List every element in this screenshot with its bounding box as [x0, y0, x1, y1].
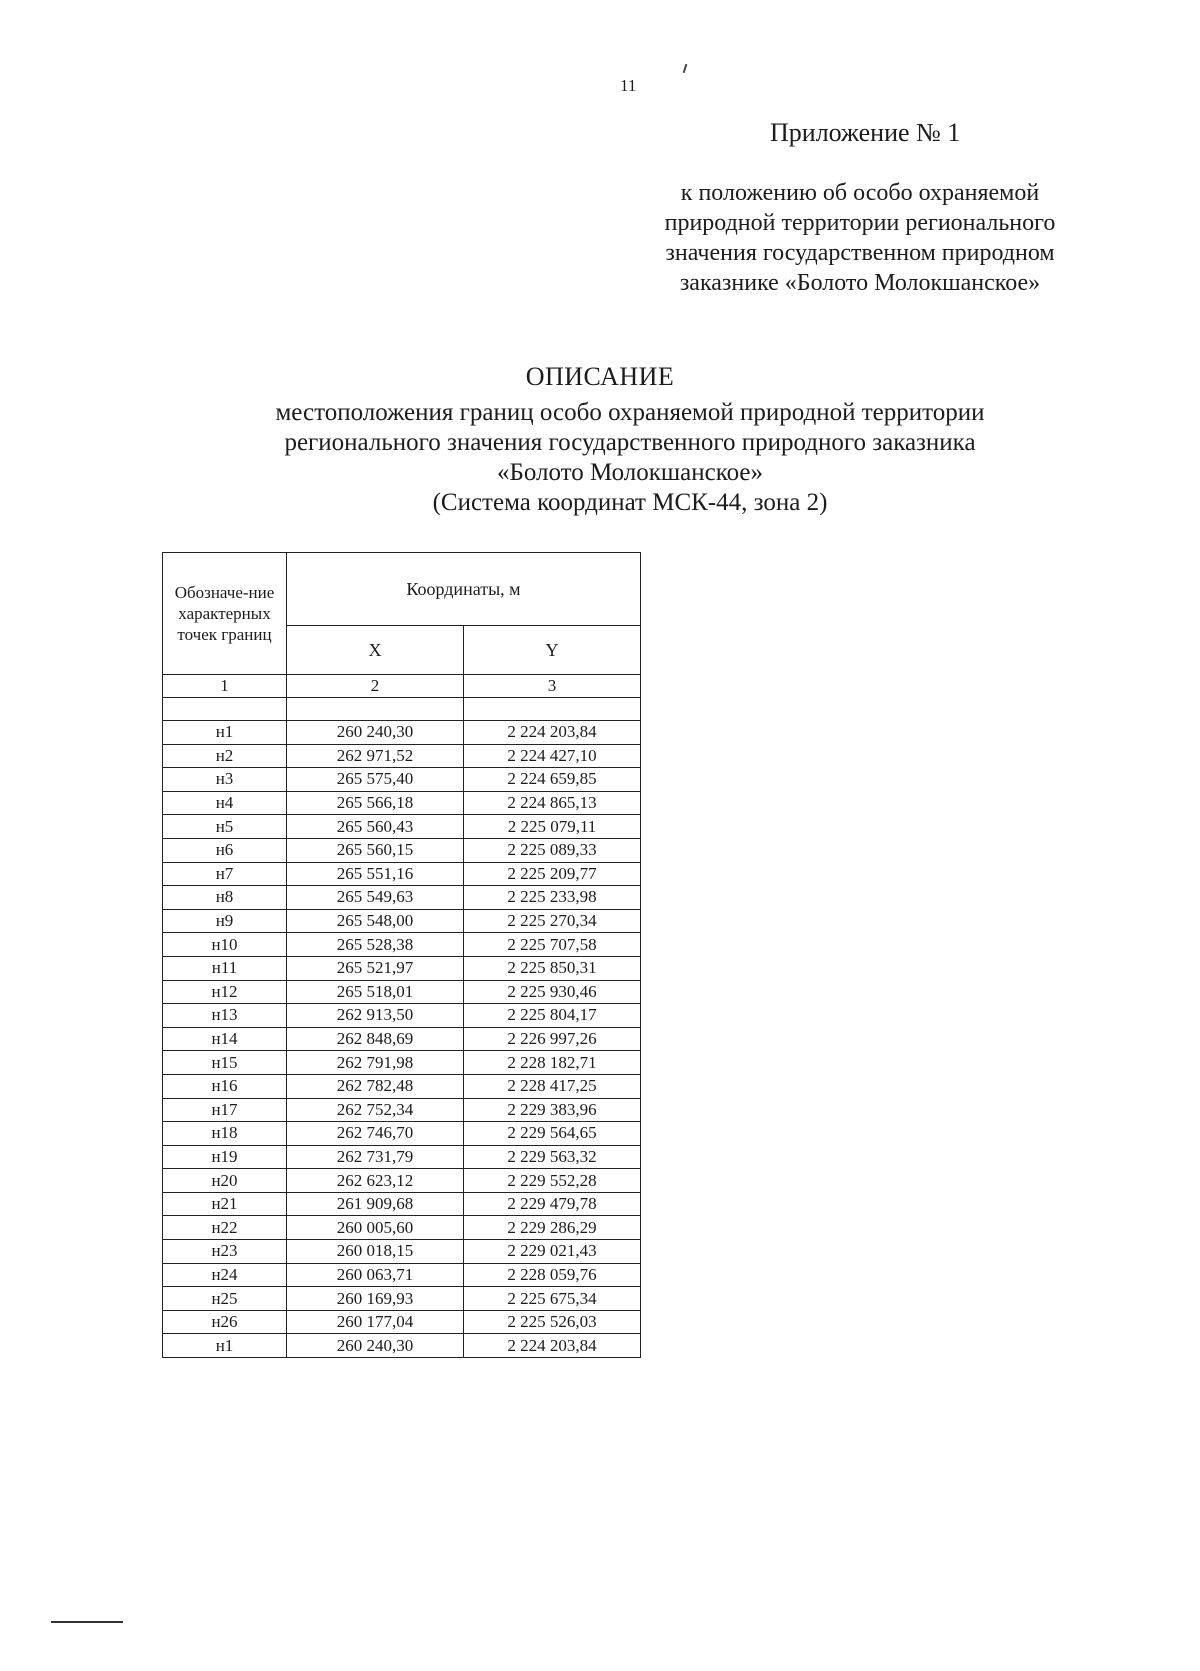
cell-y: 2 228 059,76 — [464, 1263, 641, 1287]
table-row — [163, 768, 641, 792]
table-row — [163, 1051, 641, 1075]
table-row — [163, 721, 641, 745]
table-row — [163, 744, 641, 768]
empty-cell — [464, 698, 641, 721]
cell-y: 2 229 383,96 — [464, 1098, 641, 1122]
cell-y: 2 225 079,11 — [464, 815, 641, 839]
cell-point: н20 — [163, 1169, 287, 1193]
cell-point: н15 — [163, 1051, 287, 1075]
cell-x: 262 752,34 — [287, 1098, 464, 1122]
cell-y: 2 226 997,26 — [464, 1027, 641, 1051]
table-row — [163, 1192, 641, 1216]
cell-y: 2 224 427,10 — [464, 744, 641, 768]
table-row — [163, 862, 641, 886]
table-body — [163, 675, 641, 1358]
cell-point: н21 — [163, 1192, 287, 1216]
description-line: местоположения границ особо охраняемой природной территории — [275, 399, 985, 426]
cell-x: 265 566,18 — [287, 791, 464, 815]
cell-y: 2 224 203,84 — [464, 1334, 641, 1358]
appendix-line: к положению об особо охраняемой — [680, 180, 1040, 206]
table-row — [163, 1169, 641, 1193]
cell-y: 2 229 479,78 — [464, 1192, 641, 1216]
description-line: «Болото Молокшанское» — [496, 459, 763, 486]
header-coordinates: Координаты, м — [287, 553, 641, 626]
header-y: Y — [464, 626, 641, 675]
cell-y: 2 225 707,58 — [464, 933, 641, 957]
cell-point: н18 — [163, 1122, 287, 1146]
cell-point: н2 — [163, 744, 287, 768]
cell-point: н23 — [163, 1240, 287, 1264]
table-row — [163, 838, 641, 862]
table-row — [163, 1216, 641, 1240]
cell-point: н17 — [163, 1098, 287, 1122]
table-row — [163, 1145, 641, 1169]
cell-point: н9 — [163, 909, 287, 933]
description-heading: ОПИСАНИЕ — [525, 362, 675, 391]
cell-y: 2 225 526,03 — [464, 1310, 641, 1334]
cell-x: 260 240,30 — [287, 721, 464, 745]
cell-x: 265 548,00 — [287, 909, 464, 933]
table-row — [163, 956, 641, 980]
table-row — [163, 791, 641, 815]
cell-point: н6 — [163, 838, 287, 862]
cell-y: 2 225 270,34 — [464, 909, 641, 933]
table-row — [163, 815, 641, 839]
cell-y: 2 229 564,65 — [464, 1122, 641, 1146]
cell-x: 265 528,38 — [287, 933, 464, 957]
header-designation-text: Обозначе-ние характерных точек границ — [174, 583, 275, 644]
column-number: 3 — [464, 675, 641, 698]
scan-mark — [683, 64, 688, 73]
cell-y: 2 225 233,98 — [464, 886, 641, 910]
table-row — [163, 1334, 641, 1358]
table-row — [163, 1310, 641, 1334]
cell-x: 262 623,12 — [287, 1169, 464, 1193]
description-line: регионального значения государственного природного заказника — [284, 429, 976, 456]
cell-x: 265 518,01 — [287, 980, 464, 1004]
footer-rule — [51, 1621, 123, 1623]
cell-y: 2 229 563,32 — [464, 1145, 641, 1169]
cell-point: н22 — [163, 1216, 287, 1240]
table-row — [163, 933, 641, 957]
header-designation — [163, 553, 287, 675]
column-number-row — [163, 675, 641, 698]
cell-point: н11 — [163, 956, 287, 980]
cell-point: н4 — [163, 791, 287, 815]
cell-y: 2 228 182,71 — [464, 1051, 641, 1075]
cell-y: 2 225 209,77 — [464, 862, 641, 886]
cell-y: 2 225 850,31 — [464, 956, 641, 980]
table-row — [163, 1004, 641, 1028]
cell-point: н7 — [163, 862, 287, 886]
table-row — [163, 1074, 641, 1098]
cell-x: 262 971,52 — [287, 744, 464, 768]
cell-y: 2 229 552,28 — [464, 1169, 641, 1193]
cell-point: н5 — [163, 815, 287, 839]
empty-row — [163, 698, 641, 721]
cell-x: 260 005,60 — [287, 1216, 464, 1240]
table-row — [163, 980, 641, 1004]
column-number: 2 — [287, 675, 464, 698]
cell-x: 262 746,70 — [287, 1122, 464, 1146]
empty-cell — [163, 698, 287, 721]
cell-x: 265 560,43 — [287, 815, 464, 839]
appendix-line: значения государственном природном — [665, 240, 1055, 266]
description-line: (Система координат МСК-44, зона 2) — [432, 489, 828, 516]
table-row — [163, 1027, 641, 1051]
appendix-title: Приложение № 1 — [770, 118, 961, 147]
cell-point: н1 — [163, 721, 287, 745]
table-row — [163, 1240, 641, 1264]
cell-x: 262 782,48 — [287, 1074, 464, 1098]
cell-y: 2 224 659,85 — [464, 768, 641, 792]
cell-x: 262 791,98 — [287, 1051, 464, 1075]
cell-y: 2 228 417,25 — [464, 1074, 641, 1098]
table-row — [163, 1122, 641, 1146]
description-text — [0, 398, 1200, 518]
empty-cell — [287, 698, 464, 721]
cell-x: 262 848,69 — [287, 1027, 464, 1051]
cell-y: 2 229 286,29 — [464, 1216, 641, 1240]
cell-point: н12 — [163, 980, 287, 1004]
appendix-subtitle — [600, 178, 1120, 298]
table-row — [163, 1098, 641, 1122]
cell-x: 262 913,50 — [287, 1004, 464, 1028]
cell-y: 2 225 930,46 — [464, 980, 641, 1004]
cell-y: 2 225 675,34 — [464, 1287, 641, 1311]
cell-point: н14 — [163, 1027, 287, 1051]
cell-point: н25 — [163, 1287, 287, 1311]
cell-point: н16 — [163, 1074, 287, 1098]
page-number: 11 — [620, 76, 637, 95]
column-number: 1 — [163, 675, 287, 698]
cell-x: 261 909,68 — [287, 1192, 464, 1216]
cell-point: н8 — [163, 886, 287, 910]
cell-x: 260 063,71 — [287, 1263, 464, 1287]
cell-x: 265 549,63 — [287, 886, 464, 910]
cell-x: 265 575,40 — [287, 768, 464, 792]
cell-x: 265 560,15 — [287, 838, 464, 862]
table-row — [163, 886, 641, 910]
cell-y: 2 224 865,13 — [464, 791, 641, 815]
coordinates-table — [162, 552, 641, 1358]
cell-y: 2 225 804,17 — [464, 1004, 641, 1028]
cell-x: 265 521,97 — [287, 956, 464, 980]
header-x: X — [287, 626, 464, 675]
cell-x: 260 240,30 — [287, 1334, 464, 1358]
table-row — [163, 1263, 641, 1287]
cell-point: н24 — [163, 1263, 287, 1287]
cell-x: 260 169,93 — [287, 1287, 464, 1311]
table-row — [163, 909, 641, 933]
cell-point: н26 — [163, 1310, 287, 1334]
cell-x: 260 018,15 — [287, 1240, 464, 1264]
cell-x: 265 551,16 — [287, 862, 464, 886]
cell-y: 2 225 089,33 — [464, 838, 641, 862]
appendix-line: заказнике «Болото Молокшанское» — [679, 270, 1041, 296]
cell-x: 260 177,04 — [287, 1310, 464, 1334]
cell-point: н19 — [163, 1145, 287, 1169]
cell-y: 2 229 021,43 — [464, 1240, 641, 1264]
appendix-line: природной территории регионального — [664, 210, 1056, 236]
cell-point: н1 — [163, 1334, 287, 1358]
cell-y: 2 224 203,84 — [464, 721, 641, 745]
cell-x: 262 731,79 — [287, 1145, 464, 1169]
cell-point: н10 — [163, 933, 287, 957]
cell-point: н13 — [163, 1004, 287, 1028]
table-row — [163, 1287, 641, 1311]
cell-point: н3 — [163, 768, 287, 792]
